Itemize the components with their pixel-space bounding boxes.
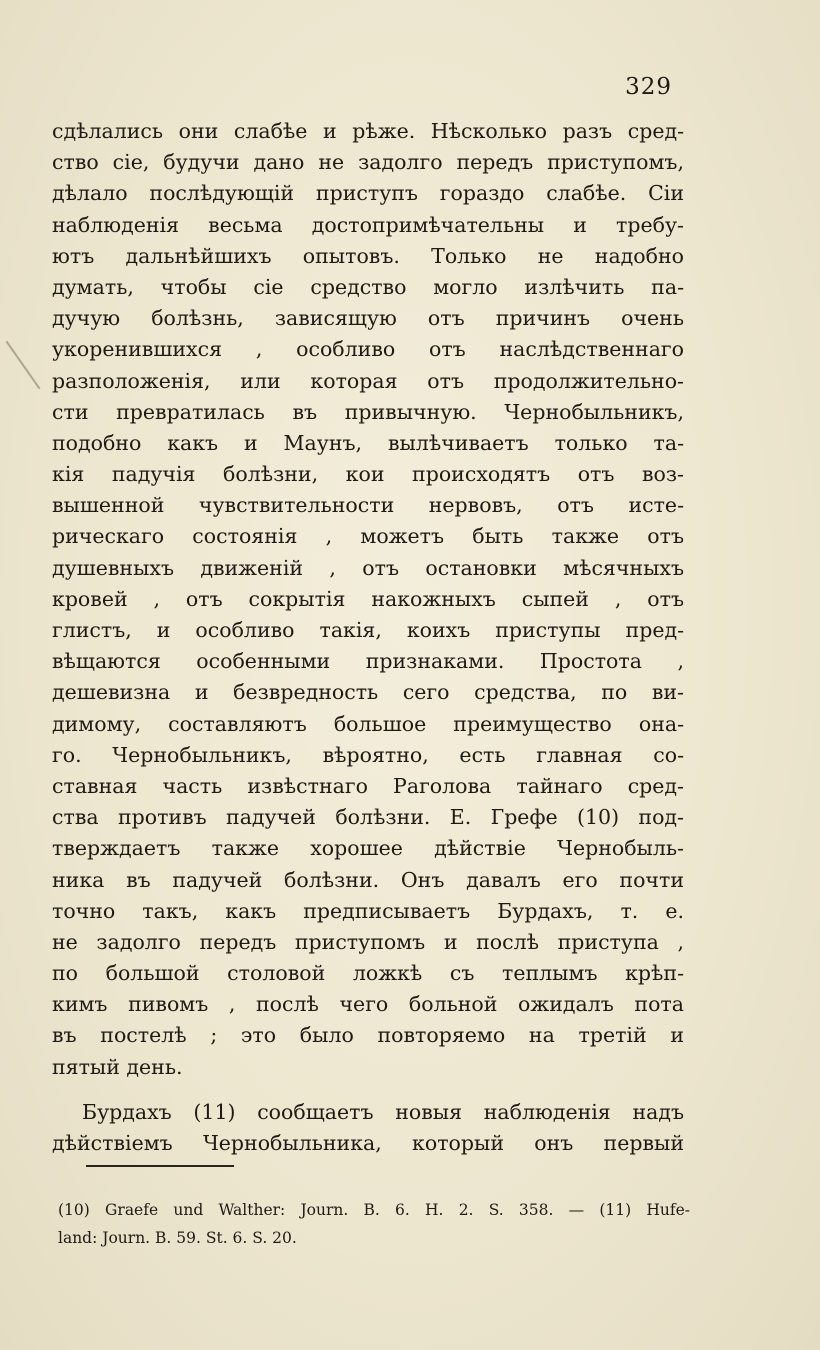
paragraph-1 <box>52 116 684 1083</box>
footnotes <box>58 1196 690 1252</box>
text-line: думать, чтобы сіе средство могло излѣчить па- <box>52 274 684 299</box>
text-line: въ постелѣ ; это было повторяемо на третій и <box>52 1023 684 1048</box>
text-line: укоренившихся , особливо отъ наслѣдственнаго <box>52 337 684 362</box>
text-line: наблюденія весьма достопримѣчательны и требу- <box>52 212 684 237</box>
text-line: точно такъ, какъ предписываетъ Бурдахъ, т. е. <box>52 898 684 923</box>
paragraph-2 <box>52 1097 684 1159</box>
footnote-line: land: Journ. B. 59. St. 6. S. 20. <box>58 1229 297 1247</box>
footnote-line: (10) Graefe und Walther: Journ. B. 6. H. 2. S. 358. — (11) Hufe- <box>58 1201 690 1219</box>
text-line: кимъ пивомъ , послѣ чего больной ожидалъ пота <box>52 992 684 1017</box>
text-line: ника въ падучей болѣзни. Онъ давалъ его почти <box>52 867 684 892</box>
text-line: ставная часть извѣстнаго Раголова тайнаго сред- <box>52 773 684 798</box>
text-line: душевныхъ движеній , отъ остановки мѣсячныхъ <box>52 555 684 580</box>
text-line: кровей , отъ сокрытія накожныхъ сыпей , отъ <box>52 586 684 611</box>
footnote-rule <box>86 1165 234 1167</box>
text-line: сти превратилась въ привычную. Чернобыльникъ, <box>52 399 684 424</box>
text-line: вышенной чувствительности нервовъ, отъ исте- <box>52 493 684 518</box>
text-line: ства противъ падучей болѣзни. Е. Грефе (10) под- <box>52 805 684 830</box>
text-line: пятый день. <box>52 1054 183 1079</box>
main-text <box>52 116 684 1159</box>
text-line: ютъ дальнѣйшихъ опытовъ. Только не надобно <box>52 243 684 268</box>
text-line: вѣщаются особенными признаками. Простота , <box>52 649 684 674</box>
text-line: дешевизна и безвредность сего средства, по ви- <box>52 680 684 705</box>
margin-pencil-mark <box>6 341 41 390</box>
text-line: разположенія, или которая отъ продолжительно- <box>52 368 684 393</box>
text-line: дѣйствіемъ Чернобыльника, который онъ первый <box>52 1131 684 1155</box>
paragraph-gap <box>52 1083 684 1097</box>
text-line: ство сіе, будучи дано не задолго передъ приступомъ, <box>52 150 684 175</box>
text-line: глистъ, и особливо такія, коихъ приступы пред- <box>52 618 684 642</box>
text-line: сдѣлались они слабѣе и рѣже. Нѣсколько разъ сред- <box>52 119 684 143</box>
text-line: дучую болѣзнь, зависящую отъ причинъ очень <box>52 306 684 331</box>
text-line: димому, составляютъ большое преимущество она- <box>52 711 684 736</box>
text-line: подобно какъ и Маунъ, вылѣчиваетъ только та- <box>52 430 684 455</box>
text-line: дѣлало послѣдующій приступъ гораздо слабѣе. Сіи <box>52 181 684 206</box>
text-line: рическаго состоянія , можетъ быть также отъ <box>52 524 684 549</box>
text-line: по большой столовой ложкѣ съ теплымъ крѣп- <box>52 961 684 986</box>
text-line: Бурдахъ (11) сообщаетъ новыя наблюденія надъ <box>82 1099 684 1124</box>
text-line: не задолго передъ приступомъ и послѣ приступа , <box>52 929 684 954</box>
text-line: го. Чернобыльникъ, вѣроятно, есть главная со- <box>52 742 684 767</box>
text-line: тверждаетъ также хорошее дѣйствіе Чернобыль- <box>52 836 684 861</box>
page-number: 329 <box>625 74 672 100</box>
text-line: кія падучія болѣзни, кои происходятъ отъ воз- <box>52 462 684 487</box>
